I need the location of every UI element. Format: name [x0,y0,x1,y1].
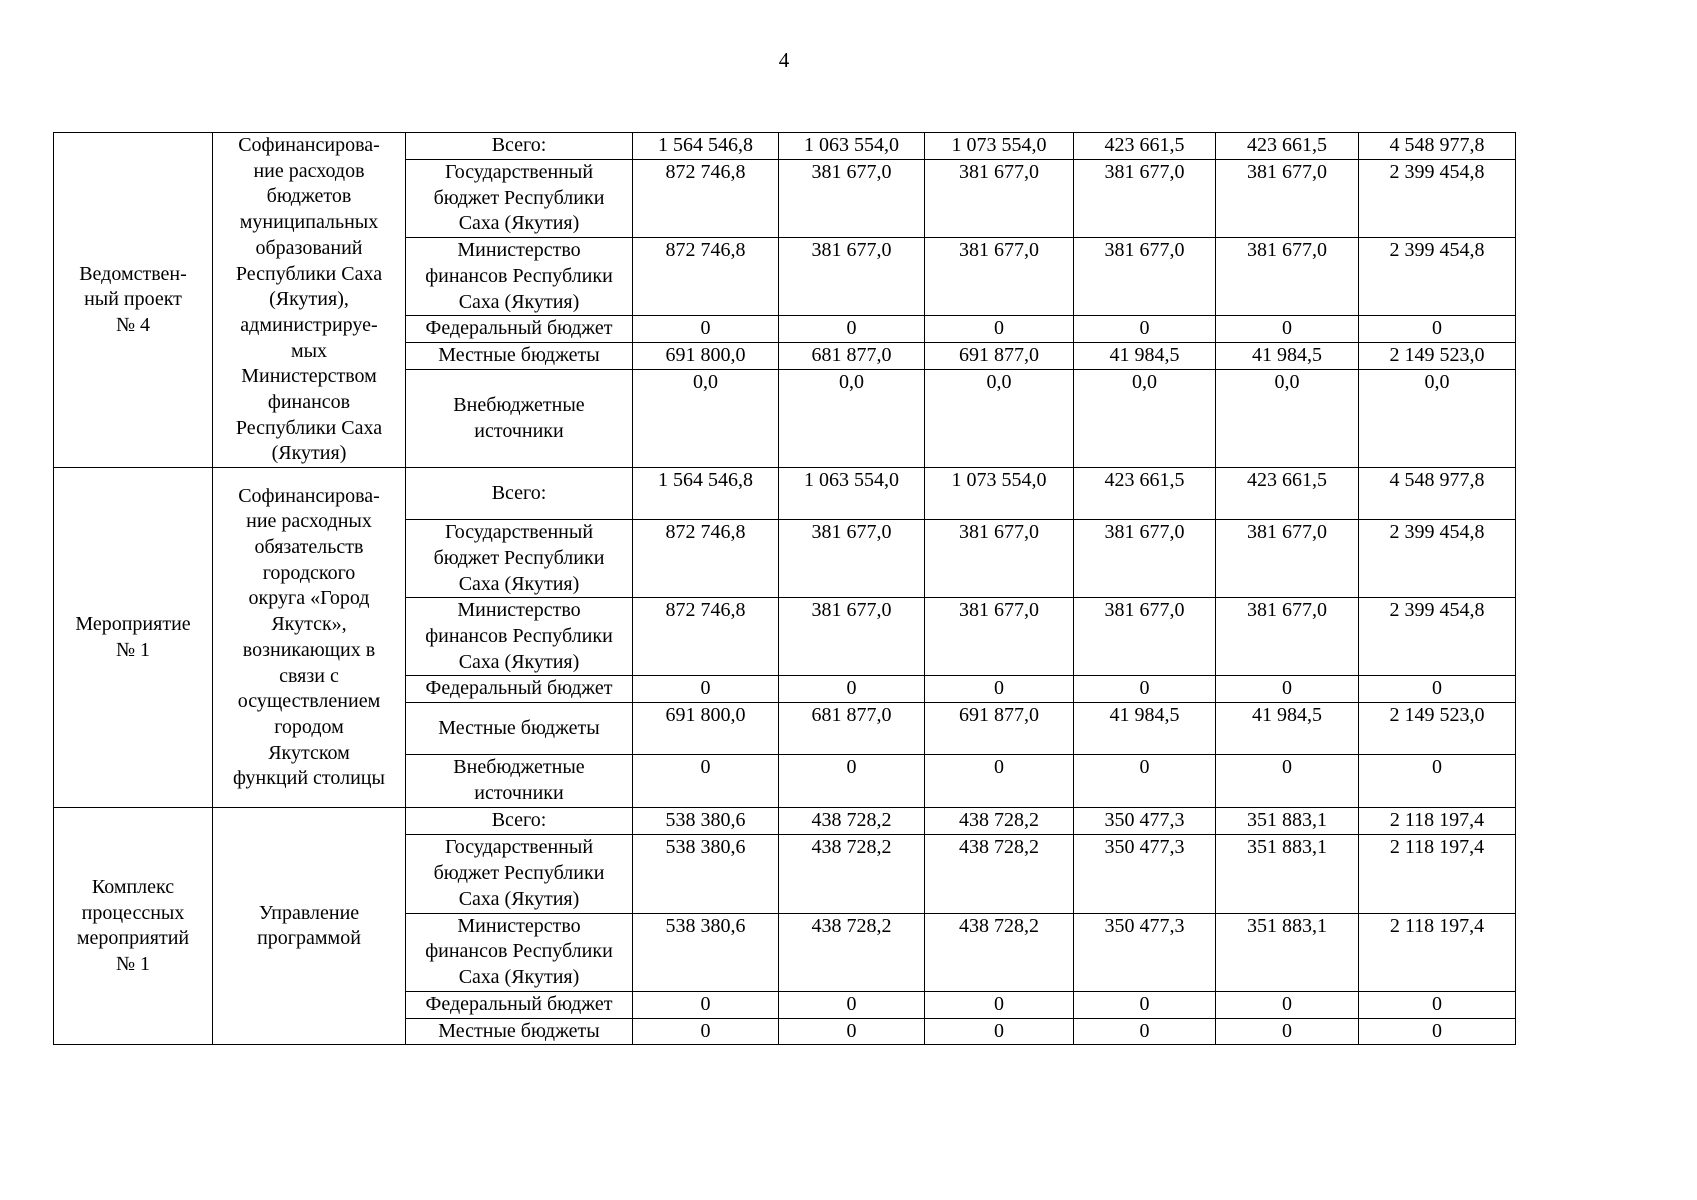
funding-source: Федеральный бюджет [406,676,633,703]
amount-cell: 1 564 546,8 [633,468,779,520]
amount-cell: 0 [925,676,1074,703]
amount-cell: 2 149 523,0 [1359,343,1516,370]
amount-cell: 0 [633,991,779,1018]
amount-cell: 381 677,0 [1216,520,1359,598]
amount-cell: 0 [1359,1018,1516,1045]
amount-cell: 1 063 554,0 [779,133,925,160]
amount-cell: 681 877,0 [779,343,925,370]
amount-cell: 0 [1216,1018,1359,1045]
amount-cell: 0 [779,316,925,343]
amount-cell: 381 677,0 [779,160,925,238]
amount-cell: 1 073 554,0 [925,133,1074,160]
amount-cell: 0 [1216,676,1359,703]
amount-cell: 0 [779,755,925,808]
amount-cell: 0 [1359,676,1516,703]
funding-source: Государственный бюджет Республики Саха (Якутия) [406,835,633,913]
amount-cell: 423 661,5 [1216,133,1359,160]
program-item-description: Софинансирова- ние расходов бюджетов муниципальных образований Республики Саха (Якутия), администрируе- мых Министерством финансов Республики Саха (Якутия) [213,133,406,468]
amount-cell: 872 746,8 [633,598,779,676]
amount-cell: 381 677,0 [779,238,925,316]
amount-cell: 381 677,0 [1074,598,1216,676]
amount-cell: 438 728,2 [925,808,1074,835]
amount-cell: 351 883,1 [1216,835,1359,913]
amount-cell: 351 883,1 [1216,808,1359,835]
amount-cell: 381 677,0 [1074,160,1216,238]
amount-cell: 41 984,5 [1216,343,1359,370]
amount-cell: 0,0 [925,370,1074,468]
amount-cell: 0 [1359,991,1516,1018]
amount-cell: 691 800,0 [633,343,779,370]
amount-cell: 0 [633,755,779,808]
amount-cell: 2 399 454,8 [1359,520,1516,598]
amount-cell: 872 746,8 [633,520,779,598]
amount-cell: 681 877,0 [779,703,925,755]
program-item-description: Управление программой [213,808,406,1045]
amount-cell: 381 677,0 [779,598,925,676]
amount-cell: 691 800,0 [633,703,779,755]
funding-source: Всего: [406,133,633,160]
program-item-label: Комплекс процессных мероприятий № 1 [54,808,213,1045]
amount-cell: 0 [1216,755,1359,808]
amount-cell: 691 877,0 [925,343,1074,370]
program-item-label: Ведомствен- ный проект № 4 [54,133,213,468]
amount-cell: 538 380,6 [633,808,779,835]
amount-cell: 0 [1216,316,1359,343]
funding-source: Министерство финансов Республики Саха (Якутия) [406,913,633,991]
amount-cell: 538 380,6 [633,913,779,991]
amount-cell: 0 [633,676,779,703]
amount-cell: 1 073 554,0 [925,468,1074,520]
amount-cell: 423 661,5 [1074,468,1216,520]
table-row [54,133,1516,160]
amount-cell: 0 [633,316,779,343]
table-row [54,808,1516,835]
budget-table-body [54,133,1516,1045]
program-item-description: Софинансирова- ние расходных обязательств городского округа «Город Якутск», возникающих в связи с осуществлением городом Якутском функций столицы [213,468,406,808]
funding-source: Местные бюджеты [406,343,633,370]
funding-source: Внебюджетные источники [406,370,633,468]
amount-cell: 0 [925,755,1074,808]
amount-cell: 0 [779,1018,925,1045]
amount-cell: 872 746,8 [633,238,779,316]
amount-cell: 350 477,3 [1074,808,1216,835]
amount-cell: 381 677,0 [1216,160,1359,238]
amount-cell: 0 [1074,676,1216,703]
funding-source: Внебюджетные источники [406,755,633,808]
amount-cell: 0 [1216,991,1359,1018]
budget-table [53,132,1516,1045]
funding-source: Государственный бюджет Республики Саха (Якутия) [406,160,633,238]
amount-cell: 41 984,5 [1216,703,1359,755]
funding-source: Всего: [406,468,633,520]
funding-source: Местные бюджеты [406,703,633,755]
amount-cell: 691 877,0 [925,703,1074,755]
amount-cell: 2 149 523,0 [1359,703,1516,755]
funding-source: Государственный бюджет Республики Саха (Якутия) [406,520,633,598]
amount-cell: 381 677,0 [1074,238,1216,316]
amount-cell: 423 661,5 [1216,468,1359,520]
page-number: 4 [778,48,790,72]
amount-cell: 2 118 197,4 [1359,835,1516,913]
program-item-label: Мероприятие № 1 [54,468,213,808]
amount-cell: 1 564 546,8 [633,133,779,160]
amount-cell: 0 [1074,991,1216,1018]
amount-cell: 4 548 977,8 [1359,468,1516,520]
amount-cell: 0 [779,676,925,703]
amount-cell: 381 677,0 [1074,520,1216,598]
amount-cell: 41 984,5 [1074,703,1216,755]
amount-cell: 2 399 454,8 [1359,238,1516,316]
amount-cell: 0,0 [1359,370,1516,468]
amount-cell: 351 883,1 [1216,913,1359,991]
amount-cell: 438 728,2 [779,808,925,835]
amount-cell: 0 [779,991,925,1018]
amount-cell: 381 677,0 [925,160,1074,238]
amount-cell: 438 728,2 [779,835,925,913]
amount-cell: 0 [1074,755,1216,808]
funding-source: Местные бюджеты [406,1018,633,1045]
amount-cell: 350 477,3 [1074,835,1216,913]
amount-cell: 0,0 [1074,370,1216,468]
amount-cell: 438 728,2 [925,835,1074,913]
amount-cell: 872 746,8 [633,160,779,238]
amount-cell: 0,0 [779,370,925,468]
amount-cell: 2 399 454,8 [1359,598,1516,676]
amount-cell: 381 677,0 [1216,598,1359,676]
amount-cell: 350 477,3 [1074,913,1216,991]
funding-source: Министерство финансов Республики Саха (Якутия) [406,238,633,316]
amount-cell: 0 [925,991,1074,1018]
amount-cell: 423 661,5 [1074,133,1216,160]
amount-cell: 0 [1074,1018,1216,1045]
amount-cell: 2 399 454,8 [1359,160,1516,238]
funding-source: Всего: [406,808,633,835]
amount-cell: 2 118 197,4 [1359,808,1516,835]
amount-cell: 381 677,0 [925,520,1074,598]
amount-cell: 438 728,2 [925,913,1074,991]
amount-cell: 1 063 554,0 [779,468,925,520]
funding-source: Министерство финансов Республики Саха (Якутия) [406,598,633,676]
amount-cell: 0,0 [1216,370,1359,468]
amount-cell: 0 [925,1018,1074,1045]
amount-cell: 538 380,6 [633,835,779,913]
amount-cell: 0 [1359,316,1516,343]
amount-cell: 381 677,0 [925,598,1074,676]
funding-source: Федеральный бюджет [406,991,633,1018]
amount-cell: 0 [633,1018,779,1045]
amount-cell: 0,0 [633,370,779,468]
table-row [54,468,1516,520]
funding-source: Федеральный бюджет [406,316,633,343]
amount-cell: 0 [1359,755,1516,808]
amount-cell: 438 728,2 [779,913,925,991]
amount-cell: 2 118 197,4 [1359,913,1516,991]
amount-cell: 4 548 977,8 [1359,133,1516,160]
amount-cell: 0 [1074,316,1216,343]
amount-cell: 381 677,0 [925,238,1074,316]
amount-cell: 0 [925,316,1074,343]
amount-cell: 381 677,0 [779,520,925,598]
amount-cell: 381 677,0 [1216,238,1359,316]
amount-cell: 41 984,5 [1074,343,1216,370]
